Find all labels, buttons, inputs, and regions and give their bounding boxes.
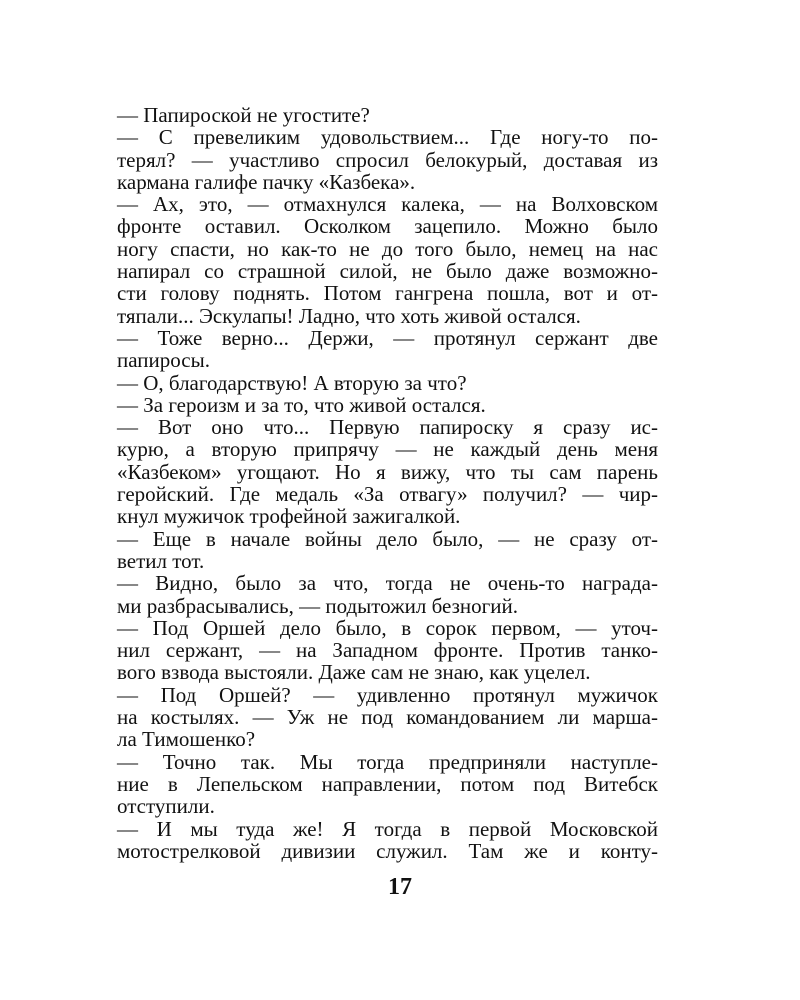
text-line: на костылях. — Уж не под командованием ли марша- — [117, 705, 658, 730]
text-line: — С превеликим удовольствием... Где ногу-то по- — [117, 125, 658, 150]
text-line: — Под Оршей? — удивленно протянул мужичок — [117, 682, 658, 707]
text-line: фронте оставил. Осколком зацепило. Можно было — [117, 214, 658, 239]
text-line: — Вот оно что... Первую папироску я сразу ис- — [117, 415, 658, 440]
text-line: напирал со страшной силой, не было даже возможно- — [117, 259, 658, 284]
text-line: мотострелковой дивизии служил. Там же и конту- — [117, 838, 658, 863]
text-line: геройский. Где медаль «За отвагу» получил? — чир- — [117, 482, 658, 507]
text-line: нил сержант, — на Западном фронте. Против танко- — [117, 638, 658, 663]
text-line: — Ах, это, — отмахнулся калека, — на Волховском — [117, 192, 658, 217]
text-line: отступили. — [117, 794, 215, 819]
text-line: вого взвода выстояли. Даже сам не знаю, как уцелел. — [117, 660, 591, 685]
text-line: терял? — участливо спросил белокурый, доставая из — [117, 147, 658, 172]
text-line: — Тоже верно... Держи, — протянул сержант две — [117, 325, 658, 350]
text-line: ми разбрасывались, — подытожил безногий. — [117, 593, 518, 618]
text-line: «Казбеком» угощают. Но я вижу, что ты сам парень — [117, 459, 658, 484]
text-line: — За героизм и за то, что живой остался. — [117, 392, 486, 417]
text-line: — Папироской не угостите? — [117, 103, 370, 127]
text-line: — О, благодарствую! А вторую за что? — [117, 370, 467, 395]
text-line: кнул мужичок трофейной зажигалкой. — [117, 504, 461, 529]
text-line: — Под Оршей дело было, в сорок первом, — уточ- — [117, 615, 658, 640]
text-line: — Еще в начале войны дело было, — не сразу от- — [117, 526, 658, 551]
body-text — [117, 104, 658, 862]
text-line: кармана галифе пачку «Казбека». — [117, 169, 416, 194]
text-line: тяпали... Эскулапы! Ладно, что хоть живой остался. — [117, 303, 581, 328]
text-line: — И мы туда же! Я тогда в первой Московской — [117, 816, 658, 841]
text-line: папиросы. — [117, 348, 210, 373]
page-number: 17 — [388, 874, 412, 900]
text-line: курю, а вторую припрячу — не каждый день меня — [117, 437, 658, 462]
text-line: ногу спасти, но как-то не до того было, немец на нас — [117, 236, 658, 261]
text-line: сти голову поднять. Потом гангрена пошла, вот и от- — [117, 281, 658, 306]
text-line: — Точно так. Мы тогда предприняли наступле- — [117, 749, 658, 774]
text-line: ние в Лепельском направлении, потом под Витебск — [117, 771, 658, 796]
text-line: — Видно, было за что, тогда не очень-то награда- — [117, 571, 658, 596]
text-line: ветил тот. — [117, 548, 205, 573]
text-line: ла Тимошенко? — [117, 727, 256, 752]
